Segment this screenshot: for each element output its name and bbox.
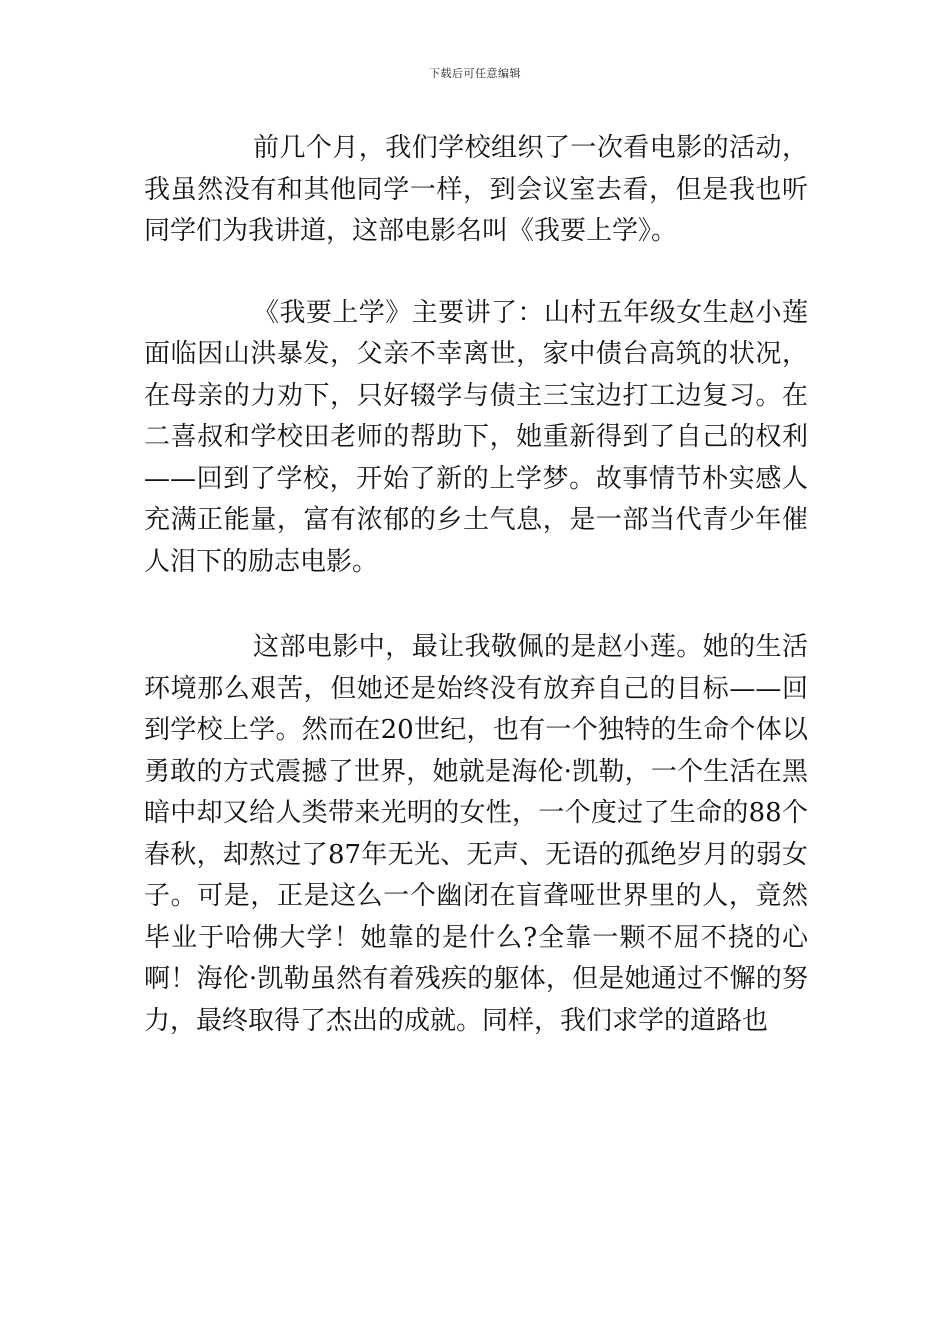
paragraph-3: 这部电影中，最让我敬佩的是赵小莲。她的生活环境那么艰苦，但她还是始终没有放弃自己的目标——回到学校上学。然而在20世纪，也有一个独特的生命个体以勇敢的方式震撼了世界，她就是海伦·凯勒，一个生活在黑暗中却又给人类带来光明的女性，一个度过了生命的88个春秋，却熬过了87年无光、无声、无语的孤绝岁月的弱女子。可是，正是这么一个幽闭在盲聋哑世界里的人，竟然毕业于哈佛大学！她靠的是什么?全靠一颗不屈不挠的心啊！海伦·凯勒虽然有着残疾的躯体，但是她通过不懈的努力，最终取得了杰出的成就。同样，我们求学的道路也 <box>144 632 808 1036</box>
paragraph-1: 前几个月，我们学校组织了一次看电影的活动，我虽然没有和其他同学一样，到会议室去看，但是我也听同学们为我讲道，这部电影名叫《我要上学》。 <box>144 133 808 246</box>
document-body <box>144 128 808 1042</box>
paragraph-2: 《我要上学》主要讲了：山村五年级女生赵小莲面临因山洪暴发，父亲不幸离世，家中债台高筑的状况，在母亲的力劝下，只好辍学与债主三宝边打工边复习。在二喜叔和学校田老师的帮助下，她重新得到了自己的权利——回到了学校，开始了新的上学梦。故事情节朴实感人充满正能量，富有浓郁的乡土气息，是一部当代青少年催人泪下的励志电影。 <box>144 297 808 577</box>
page-header: 下载后可任意编辑 <box>429 67 521 80</box>
